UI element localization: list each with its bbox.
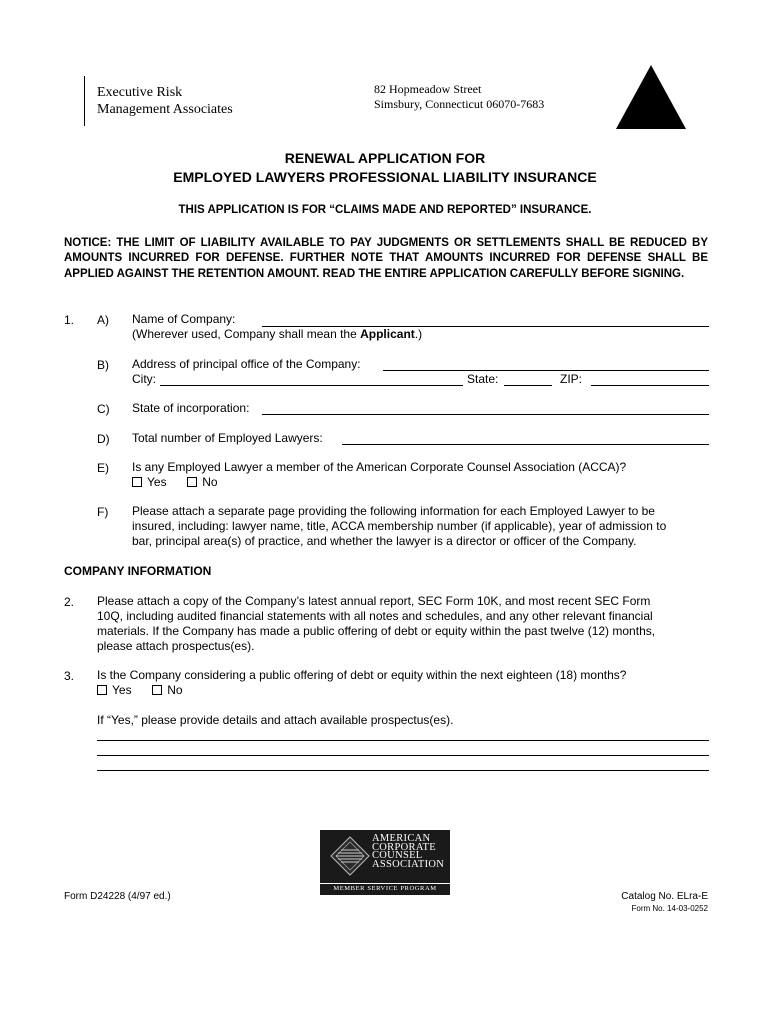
q2-line2: 10Q, including audited financial statements with all notes and schedules, and any other relevant financial [97,609,653,623]
details-line-2[interactable] [97,755,709,756]
offering-yes-label: Yes [112,683,132,697]
state-label: State: [467,372,499,386]
catalog-number: Catalog No. ELra-E [621,891,708,902]
q1b-label: Address of principal office of the Company: [132,357,361,371]
q1c-label: State of incorporation: [132,401,250,415]
section-company-information: COMPANY INFORMATION [64,564,212,578]
issuer-name-line2: Management Associates [97,102,233,117]
q1c-letter: C) [97,402,110,416]
logo-line2: CORPORATE [372,841,436,853]
offering-no-checkbox[interactable] [152,685,162,695]
logo-line3: COUNSEL [372,850,423,861]
form-number: Form No. 14-03-0252 [631,904,708,913]
q1d-letter: D) [97,432,110,446]
q1e-letter: E) [97,461,109,475]
address-street: 82 Hopmeadow Street [374,82,482,96]
acca-yes-label: Yes [147,475,167,489]
q1a-note-post: .) [414,327,423,341]
logo-line4: ASSOCIATION [372,858,445,870]
employed-lawyers-count-field[interactable] [342,444,709,445]
address-field[interactable] [383,370,709,371]
state-field[interactable] [504,385,552,386]
logo-subtitle: MEMBER SERVICE PROGRAM [320,883,450,892]
issuer-address [374,82,544,112]
details-line-1[interactable] [97,740,709,741]
q3-details-label: If “Yes,” please provide details and attach available prospectus(es). [97,713,454,727]
q1f-letter: F) [97,505,109,519]
q1a-note-pre: (Wherever used, Company shall mean the [132,327,361,341]
q1e-label: Is any Employed Lawyer a member of the American Corporate Counsel Association (ACCA)? [132,460,627,474]
diamond-emblem-icon [330,836,370,876]
q1a-label: Name of Company: [132,312,236,326]
q2-line1: Please attach a copy of the Company’s latest annual report, SEC Form 10K, and most recent SEC Form [97,594,651,608]
q1f-line3: bar, principal area(s) of practice, and whether the lawyer is a director or officer of the Company. [132,534,637,548]
zip-label: ZIP: [560,372,583,386]
q3-options [97,683,183,699]
offering-yes-checkbox[interactable] [97,685,107,695]
acca-logo [320,830,450,895]
letterhead-box [84,76,371,126]
subtitle: THIS APPLICATION IS FOR “CLAIMS MADE AND REPORTED” INSURANCE. [178,204,592,216]
q2-number: 2. [64,595,75,609]
q1e-options [132,475,218,491]
q1b-letter: B) [97,358,109,372]
zip-field[interactable] [591,385,709,386]
city-label: City: [132,372,156,386]
q1d-label: Total number of Employed Lawyers: [132,431,323,445]
logo-line1: AMERICAN [372,833,431,844]
form-edition: Form D24228 (4/97 ed.) [64,891,171,902]
acca-yes-checkbox[interactable] [132,477,142,487]
q3-label: Is the Company considering a public offering of debt or equity within the next eighteen (18) months? [97,668,627,682]
triangle-logo-icon [616,65,686,129]
title-line2: EMPLOYED LAWYERS PROFESSIONAL LIABILITY INSURANCE [173,169,597,185]
q3-number: 3. [64,669,75,683]
notice-paragraph: NOTICE: THE LIMIT OF LIABILITY AVAILABLE TO PAY JUDGMENTS OR SETTLEMENTS SHALL BE REDUCED BY AMOUNTS INCURRED FOR DEFENSE. FURTHER NOTE THAT AMOUNTS INCURRED FOR DEFENSE SHALL BE APPLIED AGAINST THE RETENTION AMOUNT. READ THE ENTIRE APPLICATION CAREFULLY BEFORE SIGNING. [64,237,708,280]
acca-logo-wordmark [372,835,444,869]
q2-line4: please attach prospectus(es). [97,639,255,653]
incorporation-state-field[interactable] [262,414,709,415]
title-line1: RENEWAL APPLICATION FOR [284,150,486,166]
q1f-line1: Please attach a separate page providing the following information for each Employed Lawyer to be [132,504,655,518]
offering-no-label: No [167,683,183,697]
q1a-letter: A) [97,313,109,327]
catalog-info [621,891,708,915]
q1f-line2: insured, including: lawyer name, title, ACCA membership number (if applicable), year of admission to [132,519,667,533]
acca-no-checkbox[interactable] [187,477,197,487]
q2-line3: materials. If the Company has made a public offering of debt or equity within the past twelve (12) months, [97,624,656,638]
issuer-name [97,84,367,118]
city-field[interactable] [160,385,463,386]
q1-number: 1. [64,313,75,327]
issuer-name-line1: Executive Risk [97,85,183,100]
acca-no-label: No [202,475,218,489]
q1a-note [132,327,422,343]
address-city: Simsbury, Connecticut 06070-7683 [374,97,545,111]
q1a-note-bold: Applicant [360,327,415,341]
details-line-3[interactable] [97,770,709,771]
